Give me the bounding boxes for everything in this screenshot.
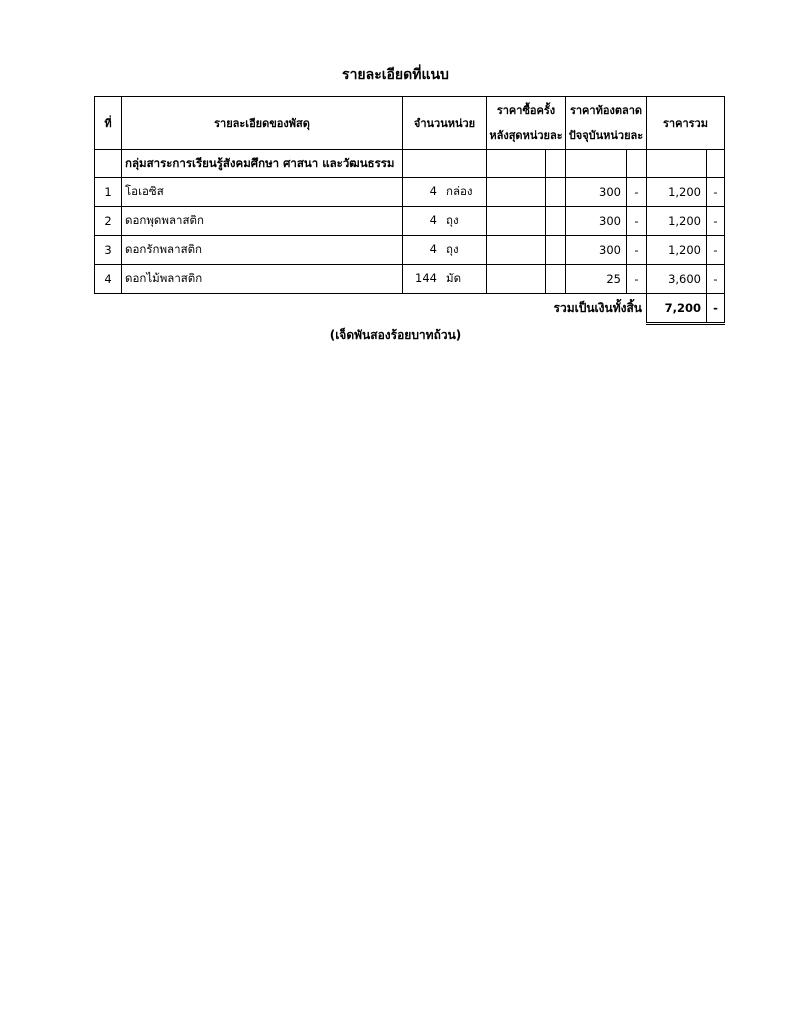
grand-total-value: 7,200 (647, 294, 707, 324)
row-market-price: 300 (566, 236, 627, 265)
header-last-price-line2: หลังสุดหน่วยละ (489, 129, 563, 142)
row-total: 1,200 (647, 236, 707, 265)
row-item: ดอกไม้พลาสติก (122, 265, 403, 294)
document-title: รายละเอียดที่แนบ (342, 67, 449, 83)
row-total: 1,200 (647, 178, 707, 207)
row-last-price (487, 265, 546, 294)
items-table (94, 96, 725, 325)
row-market-satang: - (627, 178, 647, 207)
amount-in-words: (เจ็ดพันสองร้อยบาทถ้วน) (329, 328, 462, 342)
header-description: รายละเอียดของพัสดุ (122, 97, 403, 150)
row-total-satang: - (707, 236, 725, 265)
row-market-price: 300 (566, 207, 627, 236)
table-row (95, 236, 725, 265)
row-no: 1 (95, 178, 122, 207)
row-market-satang: - (627, 207, 647, 236)
row-item: ดอกรักพลาสติก (122, 236, 403, 265)
row-last-price-satang (546, 265, 566, 294)
grand-total-satang: - (707, 294, 725, 324)
header-last-price-line1: ราคาซื้อครั้ง (496, 104, 556, 117)
row-total-satang: - (707, 207, 725, 236)
row-qty-number: 144 (415, 271, 437, 285)
row-quantity (403, 178, 487, 207)
table-header-row (95, 97, 725, 150)
header-quantity: จำนวนหน่วย (403, 97, 487, 150)
row-quantity (403, 236, 487, 265)
header-market-price-line2: ปัจจุบันหน่วยละ (568, 129, 644, 142)
row-item: ดอกพุดพลาสติก (122, 207, 403, 236)
group-label: กลุ่มสาระการเรียนรู้สังคมศึกษา ศาสนา และวัฒนธรรม (122, 150, 403, 178)
group-row (95, 150, 725, 178)
table-row (95, 207, 725, 236)
row-quantity (403, 265, 487, 294)
grand-total-label: รวมเป็นเงินทั้งสิ้น (553, 301, 642, 316)
row-total-satang: - (707, 178, 725, 207)
row-no: 3 (95, 236, 122, 265)
row-last-price-satang (546, 236, 566, 265)
row-qty-unit: ถุง (446, 213, 459, 227)
row-qty-unit: ถุง (446, 242, 459, 256)
row-market-satang: - (627, 236, 647, 265)
header-last-price (487, 97, 566, 150)
row-last-price (487, 236, 546, 265)
header-market-price (566, 97, 647, 150)
row-quantity (403, 207, 487, 236)
row-qty-number: 4 (429, 184, 437, 198)
row-qty-number: 4 (429, 242, 437, 256)
header-total: ราคารวม (647, 97, 725, 150)
table-row (95, 178, 725, 207)
row-last-price (487, 178, 546, 207)
header-market-price-line1: ราคาท้องตลาด (569, 104, 643, 117)
row-total: 3,600 (647, 265, 707, 294)
table-row (95, 265, 725, 294)
row-no: 4 (95, 265, 122, 294)
row-market-price: 25 (566, 265, 627, 294)
grand-total-row (95, 294, 725, 324)
row-total-satang: - (707, 265, 725, 294)
row-last-price-satang (546, 207, 566, 236)
row-last-price-satang (546, 178, 566, 207)
row-total: 1,200 (647, 207, 707, 236)
row-market-price: 300 (566, 178, 627, 207)
row-qty-unit: กล่อง (446, 184, 473, 198)
header-no: ที่ (95, 97, 122, 150)
row-qty-number: 4 (429, 213, 437, 227)
row-item: โอเอซิส (122, 178, 403, 207)
row-no: 2 (95, 207, 122, 236)
row-qty-unit: มัด (446, 271, 462, 285)
row-last-price (487, 207, 546, 236)
row-market-satang: - (627, 265, 647, 294)
